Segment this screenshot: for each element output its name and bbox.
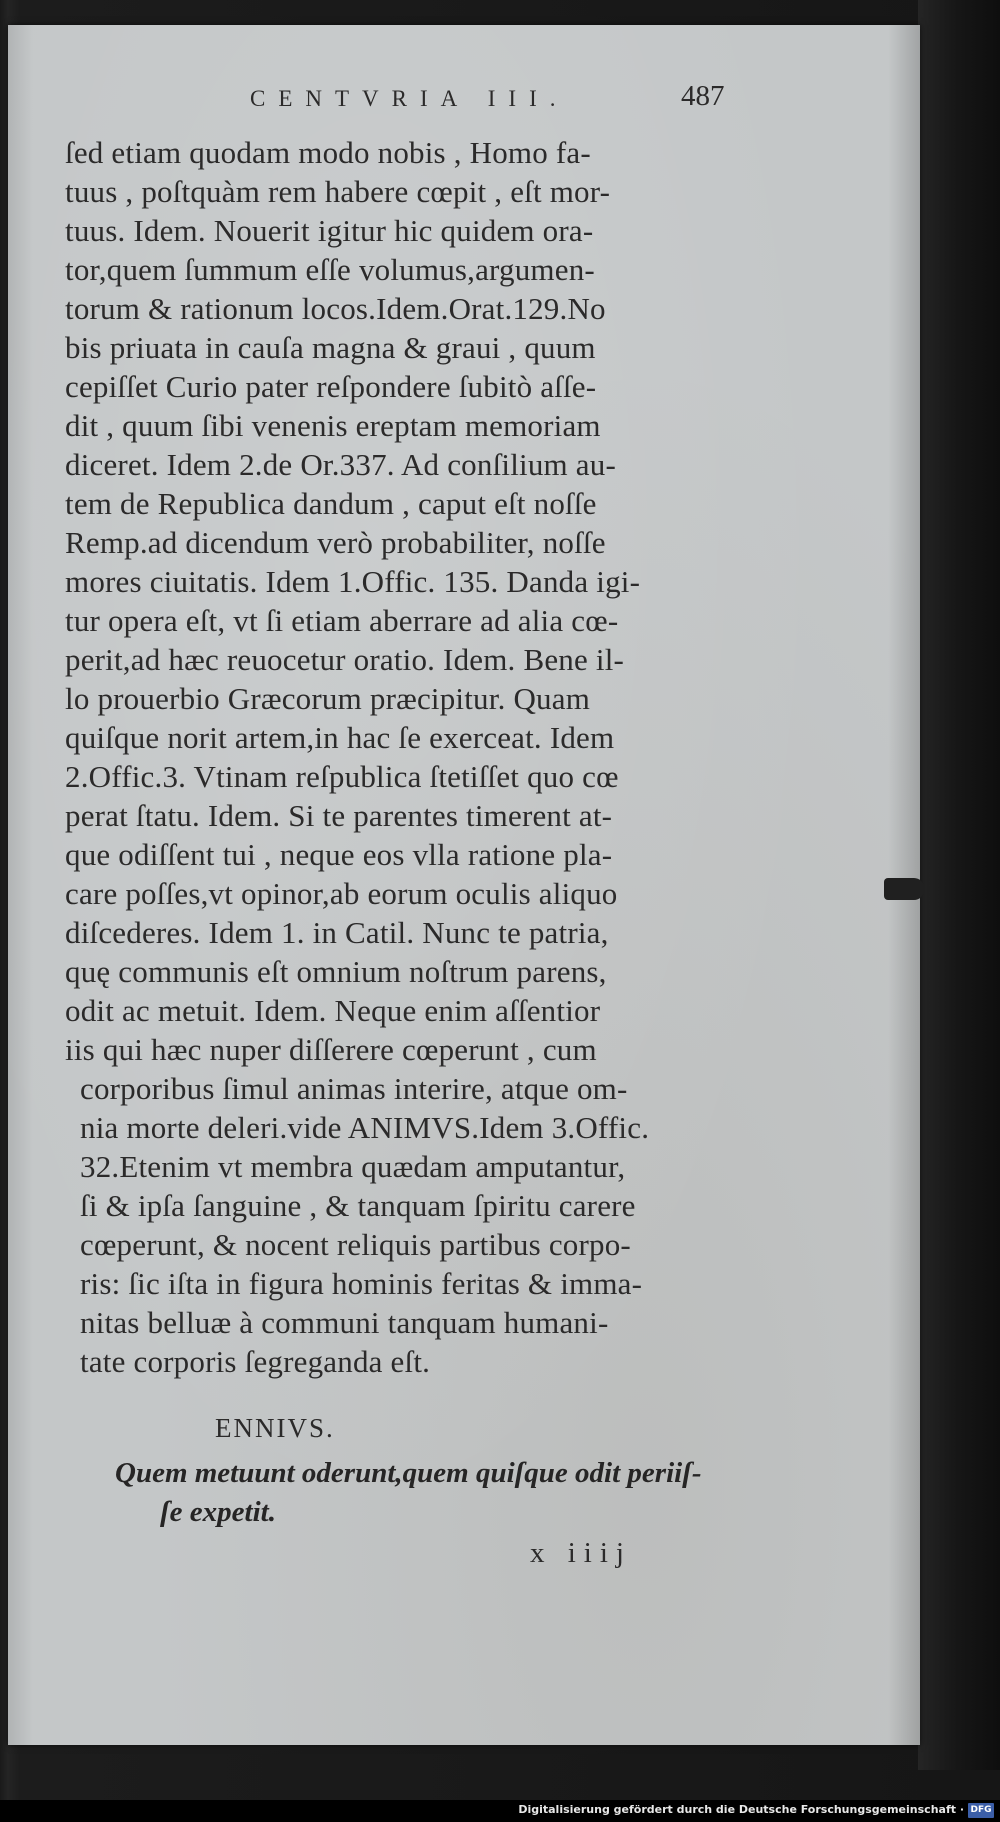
body-line: ris: ſic iſta in figura hominis feritas & imma- (80, 1266, 643, 1301)
body-line: tuus , poſtquàm rem habere cœpit , eſt mor- (65, 174, 611, 209)
body-line: cœperunt, & nocent reliquis partibus corpo- (80, 1227, 631, 1262)
body-line: quiſque norit artem,in hac ſe exerceat. Idem (65, 720, 615, 755)
body-line: perat ſtatu. Idem. Si te parentes timerent at- (65, 798, 613, 833)
body-line: odit ac metuit. Idem. Neque enim aſſentior (65, 993, 601, 1028)
body-line: dit , quum ſibi venenis ereptam memoriam (65, 408, 601, 443)
dfg-logo: DFG (968, 1803, 994, 1818)
body-line: quę communis eſt omnium noſtrum parens, (65, 954, 607, 989)
body-line: cepiſſet Curio pater reſpondere ſubitò aſſe- (65, 369, 597, 404)
body-line: ſi & ipſa ſanguine , & tanquam ſpiritu carere (80, 1188, 636, 1223)
body-line: 2.Offic.3. Vtinam reſpublica ſtetiſſet quo cœ (65, 759, 619, 794)
section-heading: ENNIVS. (215, 1413, 335, 1443)
body-line: mores ciuitatis. Idem 1.Offic. 135. Danda igi- (65, 564, 641, 599)
funding-credit: Digitalisierung gefördert durch die Deutsche Forschungsgemeinschaft · (518, 1803, 964, 1816)
quote-line: Quem metuunt oderunt,quem quiſque odit periiſ- (115, 1457, 702, 1489)
running-head: CENTVRIA III. (250, 86, 569, 111)
body-line: nia morte deleri.vide ANIMVS.Idem 3.Offic. (80, 1110, 650, 1145)
body-line: Remp.ad dicendum verò probabiliter, noſſe (65, 525, 606, 560)
signature-mark: x iiij (530, 1537, 632, 1569)
body-line: tuus. Idem. Nouerit igitur hic quidem ora- (65, 213, 594, 248)
body-line: torum & rationum locos.Idem.Orat.129.No (65, 291, 606, 326)
body-line: tor,quem ſummum eſſe volumus,argumen- (65, 252, 595, 287)
page-tab-marker (884, 878, 924, 900)
body-line: iis qui hæc nuper diſſerere cœperunt , cum (65, 1032, 597, 1067)
body-line: lo prouerbio Græcorum præcipitur. Quam (65, 681, 591, 716)
body-line: 32.Etenim vt membra quædam amputantur, (80, 1149, 626, 1184)
body-line: diceret. Idem 2.de Or.337. Ad conſilium au- (65, 447, 616, 482)
body-line: corporibus ſimul animas interire, atque om- (80, 1071, 628, 1106)
page-number: 487 (681, 80, 725, 112)
body-line: bis priuata in cauſa magna & graui , quum (65, 330, 596, 365)
body-line: tur opera eſt, vt ſi etiam aberrare ad alia cœ- (65, 603, 619, 638)
book-cover-edge (918, 0, 1000, 1770)
body-line: que odiſſent tui , neque eos vlla ratione pla- (65, 837, 613, 872)
body-line: perit,ad hæc reuocetur oratio. Idem. Bene il- (65, 642, 625, 677)
body-line: tem de Republica dandum , caput eſt noſſe (65, 486, 597, 521)
body-line: diſcederes. Idem 1. in Catil. Nunc te patria, (65, 915, 609, 950)
quote-line: ſe expetit. (160, 1496, 276, 1528)
body-line: tate corporis ſegreganda eſt. (80, 1344, 431, 1379)
body-line: nitas belluæ à communi tanquam humani- (80, 1305, 609, 1340)
body-line: care poſſes,vt opinor,ab eorum oculis aliquo (65, 876, 618, 911)
body-line: ſed etiam quodam modo nobis , Homo fa- (65, 135, 591, 170)
